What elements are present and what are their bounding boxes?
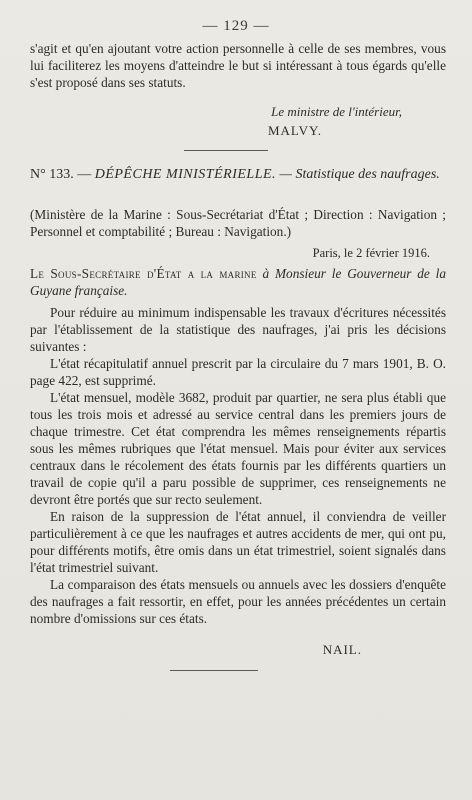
body-paragraph-5: La comparaison des états mensuels ou annuels avec les dossiers d'enquête des naufrages a fait ressortir, en effet, pour les années précédentes un certain nombre d'omissions sur ces états.: [30, 577, 446, 626]
dispatch-subject: — Statistique des naufrages.: [279, 167, 440, 182]
body-paragraph-2: L'état récapitulatif annuel prescrit par la circulaire du 7 mars 1901, B. O. page 422, est supprimé.: [30, 356, 446, 388]
place-date: Paris, le 2 février 1916.: [312, 246, 430, 260]
address-sender: Le Sous-Secrétaire d'État a la marine: [30, 266, 257, 281]
page-number: — 129 —: [202, 18, 270, 34]
dispatch-body: [30, 304, 446, 627]
address-recipient: à Monsieur le Gouverneur de la Guyane française.: [30, 266, 446, 298]
previous-signature-title: Le ministre de l'intérieur,: [271, 104, 402, 119]
final-signature: NAIL.: [322, 642, 362, 657]
body-paragraph-1: Pour réduire au minimum indispensable les travaux d'écritures nécessités par l'établissement de la statistique des naufrages, j'ai pris les décisions suivantes :: [30, 305, 446, 354]
body-paragraph-3: L'état mensuel, modèle 3682, produit par quartier, ne sera plus établi que tous les trois mois et adressé au service central dans les premiers jours de chaque trimestre. Cet état comprendra les mêmes renseignements répartis sous les mêmes rubriques que l'état mensuel. Mais pour éviter aux services centraux dans le récolement des états fournis par les différents quartiers un travail de copie qu'il a paru possible de supprimer, ces renseignements ne devront être portés que sur recto seulement.: [30, 390, 446, 507]
ministry-line: (Ministère de la Marine : Sous-Secrétariat d'État ; Direction : Navigation ; Personnel et comptabilité ; Bureau : Navigation.): [30, 207, 446, 239]
address-block: [30, 265, 446, 299]
dispatch-heading: [30, 166, 446, 184]
separator-rule-bottom: [170, 670, 258, 671]
previous-paragraph: s'agit et qu'en ajoutant votre action personnelle à celle de ses membres, vous lui faciliterez les moyens d'atteindre le but si intéressant à tous égards qu'elle s'est proposé dans ses statuts.: [30, 41, 446, 90]
separator-rule-top: [184, 150, 268, 151]
previous-signature-name: MALVY.: [267, 123, 322, 138]
body-paragraph-4: En raison de la suppression de l'état annuel, il conviendra de veiller particulièrement à ce que les naufrages et autres accidents de mer, qui ont pu, pour différents motifs, être omis dans un état trimestriel, soient signalés dans l'état trimestriel suivant.: [30, 509, 446, 575]
dispatch-number: N° 133. —: [30, 167, 92, 182]
dispatch-title: DÉPÊCHE MINISTÉRIELLE.: [94, 167, 277, 182]
